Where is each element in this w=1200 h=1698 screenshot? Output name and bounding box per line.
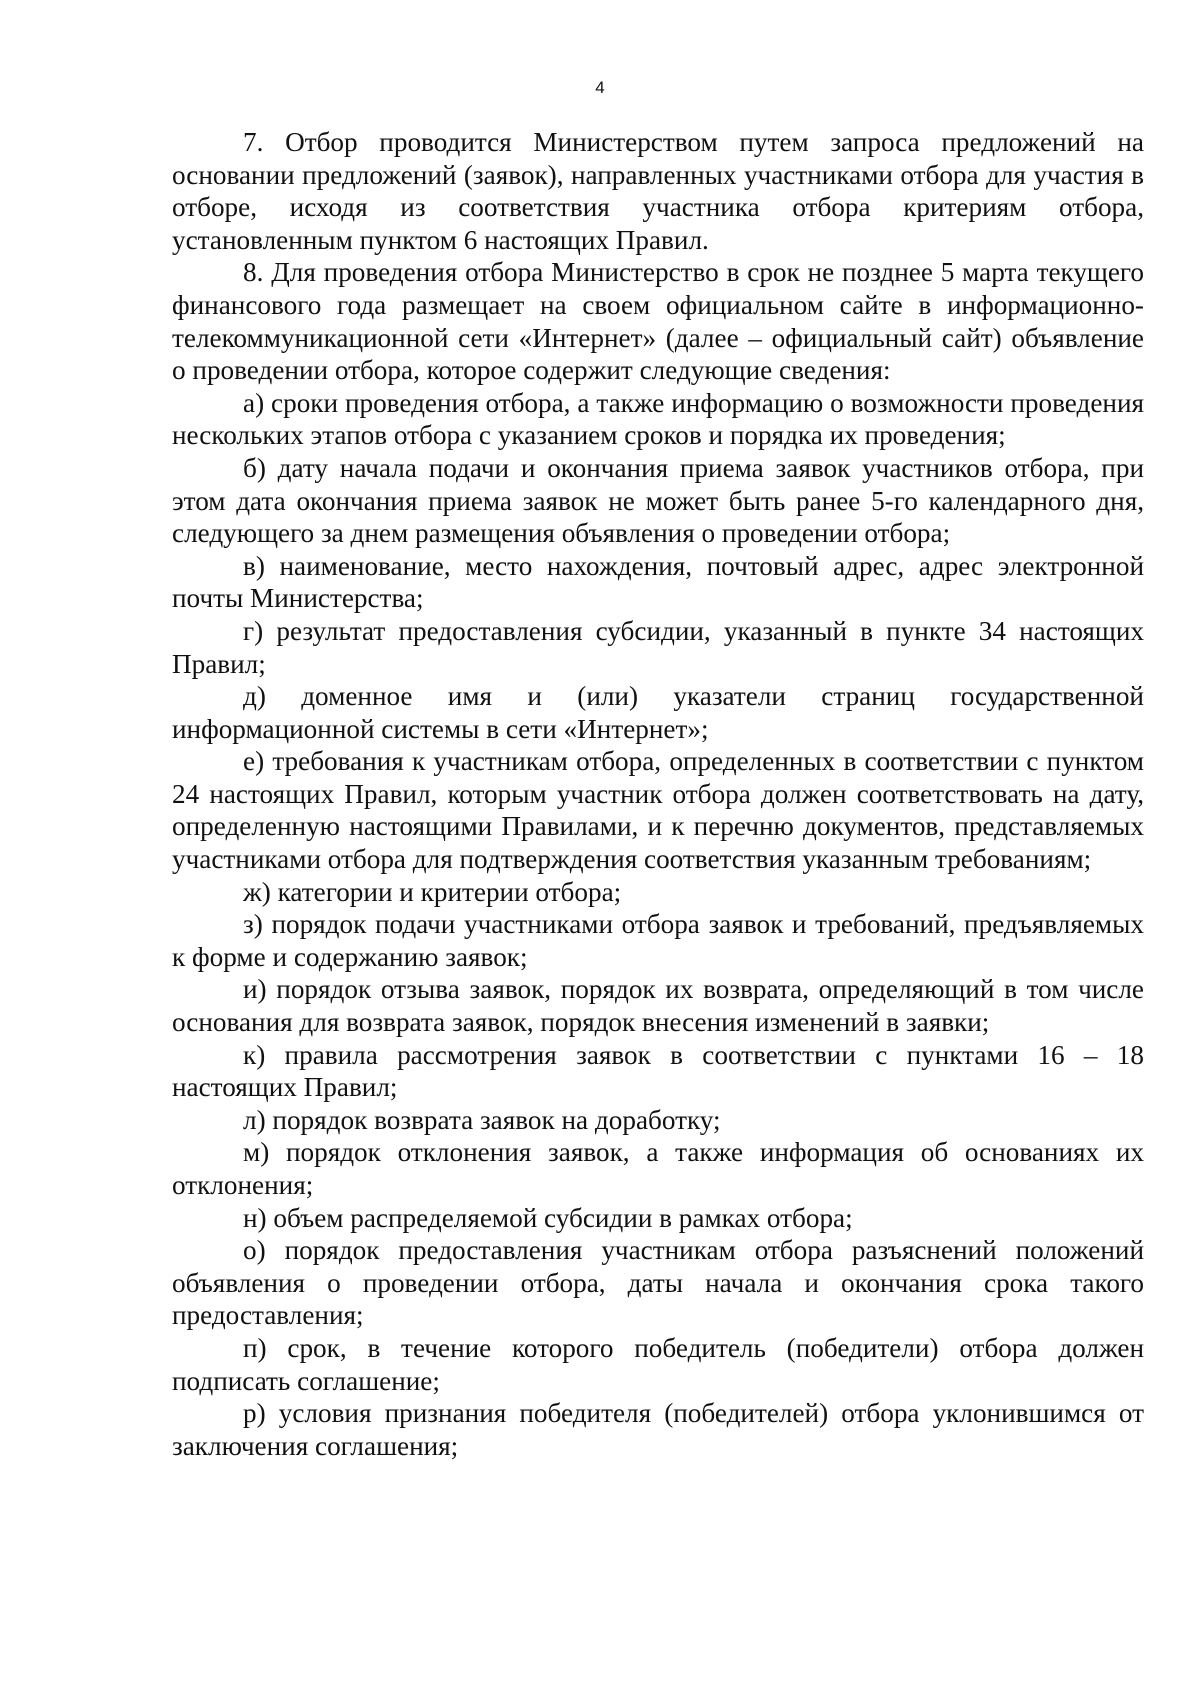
- list-item-e: е) требования к участникам отбора, определенных в соответствии с пунктом 24 настоящих Правил, которым участник отбора должен соответствовать на дату, определенную настоящими Правилами, и к перечню документов, представляемых участниками отбора для подтверждения соответствия указанным требованиям;: [172, 746, 1144, 875]
- list-item-b: б) дату начала подачи и окончания приема заявок участников отбора, при этом дата окончания приема заявок не может быть ранее 5-го календарного дня, следующего за днем размещения объявления о проведении отбора;: [172, 452, 1144, 549]
- page-number: 4: [595, 78, 605, 97]
- list-item-i: и) порядок отзыва заявок, порядок их возврата, определяющий в том числе основания для возврата заявок, порядок внесения изменений в заявки;: [172, 974, 1144, 1038]
- list-item-zh: ж) категории и критерии отбора;: [243, 876, 622, 907]
- list-item-r: р) условия признания победителя (победителей) отбора уклонившимся от заключения соглашения;: [172, 1398, 1144, 1461]
- list-item-k: к) правила рассмотрения заявок в соответствии с пунктами 16 – 18 настоящих Правил;: [172, 1039, 1144, 1103]
- list-item-z: з) порядок подачи участниками отбора заявок и требований, предъявляемых к форме и содержанию заявок;: [172, 909, 1144, 972]
- list-item-o: о) порядок предоставления участникам отбора разъяснений положений объявления о проведении отбора, даты начала и окончания срока такого предоставления;: [172, 1235, 1144, 1331]
- list-item-g: г) результат предоставления субсидии, указанный в пункте 34 настоящих Правил;: [172, 615, 1144, 679]
- list-item-p: п) срок, в течение которого победитель (победители) отбора должен подписать соглашение;: [172, 1332, 1144, 1396]
- list-item-a: а) сроки проведения отбора, а также информацию о возможности проведения нескольких этапов отбора с указанием сроков и порядка их проведения;: [172, 387, 1144, 451]
- list-item-n: н) объем распределяемой субсидии в рамках отбора;: [243, 1202, 853, 1233]
- paragraph-8: 8. Для проведения отбора Министерство в срок не позднее 5 марта текущего финансового года размещает на своем официальном сайте в информационно-телекоммуникационной сети «Интернет» (далее – официальный сайт) объявление о проведении отбора, которое содержит следующие сведения:: [172, 257, 1144, 386]
- list-item-m: м) порядок отклонения заявок, а также информация об основаниях их отклонения;: [172, 1137, 1144, 1200]
- list-item-d: д) доменное имя и (или) указатели страниц государственной информационной системы в сети «Интернет»;: [172, 681, 1144, 744]
- document-body: [172, 126, 1144, 1462]
- list-item-v: в) наименование, место нахождения, почтовый адрес, адрес электронной почты Министерства;: [172, 550, 1144, 614]
- paragraph-7: 7. Отбор проводится Министерством путем запроса предложений на основании предложений (заявок), направленных участниками отбора для участия в отборе, исходя из соответствия участника отбора критериям отбора, установленным пунктом 6 настоящих Правил.: [172, 127, 1144, 255]
- list-item-l: л) порядок возврата заявок на доработку;: [243, 1104, 721, 1135]
